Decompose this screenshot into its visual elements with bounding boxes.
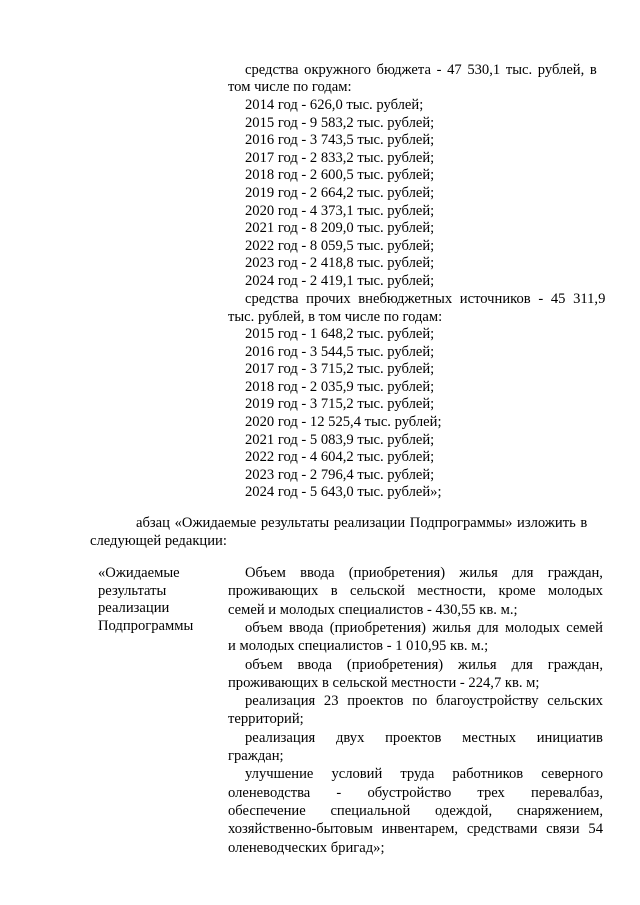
- word: молодых: [504, 619, 560, 636]
- okrug-year-line-2: 2015 год - 9 583,2 тыс. рублей;: [245, 114, 435, 131]
- right-cell-line-11: граждан;: [228, 748, 284, 764]
- left-cell-line-3: реализации: [98, 600, 170, 617]
- word: молодых: [547, 583, 603, 600]
- word: для: [512, 565, 534, 581]
- right-cell-line-2: [228, 582, 603, 600]
- word: местных: [462, 729, 516, 746]
- instruction-line1: абзац «Ожидаемые результаты реализации Подпрограммы» изложить в: [136, 515, 588, 531]
- word: сельских: [547, 693, 603, 710]
- word: обеспечение: [228, 802, 306, 819]
- okrug-heading-text: средства окружного бюджета - 47 530,1 тыс. рублей, в: [245, 62, 597, 78]
- right-cell-line-9: территорий;: [228, 711, 304, 728]
- word: работников: [452, 766, 524, 783]
- right-cell-line-10: [245, 729, 603, 747]
- left-cell-line-4: Подпрограммы: [98, 617, 194, 634]
- word: кроме: [498, 583, 536, 600]
- word: -: [336, 784, 342, 801]
- word: жилья: [459, 565, 498, 581]
- word: для: [477, 619, 499, 636]
- word: труда: [400, 766, 435, 783]
- word: объем: [245, 656, 283, 673]
- other-year-line-9: 2023 год - 2 796,4 тыс. рублей;: [245, 466, 435, 483]
- right-cell-line-13: [228, 784, 603, 802]
- okrug-year-line-5: 2018 год - 2 600,5 тыс. рублей;: [245, 167, 435, 184]
- other-year-line-10: 2024 год - 5 643,0 тыс. рублей»;: [245, 484, 442, 501]
- word: (приобретения): [348, 565, 446, 581]
- right-cell-line-14: [228, 802, 603, 820]
- right-cell-line-16: оленеводческих бригад»;: [228, 839, 385, 856]
- word: связи: [546, 821, 580, 838]
- right-cell-line-15: [228, 820, 603, 838]
- word: инициатив: [536, 729, 603, 746]
- right-cell-line-4: [245, 619, 603, 637]
- other-year-line-2: 2016 год - 3 544,5 тыс. рублей;: [245, 343, 435, 360]
- right-cell-line-3: семей и молодых специалистов - 430,55 кв. м.;: [228, 601, 518, 618]
- word: улучшение: [245, 766, 314, 783]
- word: семей: [566, 619, 603, 636]
- other-year-line-6: 2020 год - 12 525,4 тыс. рублей;: [245, 414, 442, 430]
- word: Объем: [245, 565, 286, 581]
- word: граждан,: [547, 565, 603, 581]
- right-cell-line-12: [245, 765, 603, 783]
- okrug-budget-heading-line2: том числе по годам:: [228, 79, 352, 95]
- okrug-year-line-3: 2016 год - 3 743,5 тыс. рублей;: [245, 132, 435, 149]
- word: объем: [245, 619, 283, 636]
- word: (приобретения): [329, 619, 427, 636]
- other-year-line-1: 2015 год - 1 648,2 тыс. рублей;: [245, 326, 435, 342]
- okrug-budget-heading-line1: [245, 61, 601, 79]
- word: проживающих: [228, 583, 319, 600]
- left-cell-line-1: «Ожидаемые: [98, 565, 180, 581]
- word: проектов: [347, 693, 404, 710]
- other-sources-heading-line2: тыс. рублей, в том числе по годам:: [228, 309, 443, 325]
- okrug-year-line-6: 2019 год - 2 664,2 тыс. рублей;: [245, 185, 435, 201]
- okrug-year-line-4: 2017 год - 2 833,2 тыс. рублей;: [245, 149, 435, 166]
- word: (приобретения): [346, 656, 444, 673]
- word: одеждой,: [435, 802, 493, 819]
- word: проектов: [385, 729, 442, 746]
- word: перевалбаз,: [531, 784, 603, 801]
- word: средствами: [466, 821, 538, 838]
- okrug-year-line-7: 2020 год - 4 373,1 тыс. рублей;: [245, 202, 435, 219]
- word: трех: [477, 784, 505, 801]
- word: жилья: [458, 656, 497, 673]
- word: инвентарем,: [381, 821, 459, 838]
- word: специальной: [330, 802, 411, 819]
- okrug-year-line-9: 2022 год - 8 059,5 тыс. рублей;: [245, 237, 435, 254]
- word: реализация: [245, 693, 316, 710]
- word: хозяйственно-бытовым: [228, 821, 373, 838]
- word: граждан,: [547, 656, 603, 673]
- word: сельской: [349, 583, 405, 600]
- okrug-year-line-11: 2024 год - 2 419,1 тыс. рублей;: [245, 273, 435, 289]
- okrug-year-line-10: 2023 год - 2 418,8 тыс. рублей;: [245, 255, 435, 272]
- word: благоустройству: [436, 693, 539, 710]
- other-year-line-5: 2019 год - 3 715,2 тыс. рублей;: [245, 396, 435, 413]
- word: оленеводства: [228, 784, 311, 801]
- word: обустройство: [367, 784, 452, 801]
- okrug-year-line-1: 2014 год - 626,0 тыс. рублей;: [245, 97, 424, 113]
- right-cell-line-6: [245, 656, 603, 674]
- left-cell-line-2: результаты: [98, 582, 167, 599]
- word: северного: [541, 766, 603, 783]
- word: 54: [588, 821, 603, 838]
- word: местности,: [417, 583, 487, 600]
- word: для: [511, 656, 533, 673]
- word: ввода: [300, 565, 335, 581]
- word: снаряжением,: [516, 802, 603, 819]
- word: ввода: [297, 656, 332, 673]
- other-year-line-7: 2021 год - 5 083,9 тыс. рублей;: [245, 431, 435, 448]
- other-year-line-8: 2022 год - 4 604,2 тыс. рублей;: [245, 449, 435, 466]
- word: ввода: [288, 619, 324, 636]
- okrug-year-line-8: 2021 год - 8 209,0 тыс. рублей;: [245, 220, 435, 237]
- word: условий: [331, 766, 383, 783]
- word: реализация: [245, 729, 316, 746]
- word: 23: [323, 693, 339, 710]
- right-cell-line-5: и молодых специалистов - 1 010,95 кв. м.;: [228, 638, 489, 655]
- word: в: [330, 583, 338, 600]
- instruction-line2: следующей редакции:: [90, 533, 227, 549]
- right-cell-line-7: проживающих в сельской местности - 224,7 кв. м;: [228, 674, 540, 691]
- word: жилья: [432, 619, 471, 636]
- word: двух: [335, 729, 365, 746]
- word: по: [412, 693, 428, 710]
- other-year-line-4: 2018 год - 2 035,9 тыс. рублей;: [245, 378, 435, 395]
- other-year-line-3: 2017 год - 3 715,2 тыс. рублей;: [245, 361, 435, 378]
- right-cell-line-1: [245, 564, 603, 582]
- right-cell-line-8: [245, 692, 603, 710]
- other-sources-heading-line1: средства прочих внебюджетных источников - 45 311,9: [245, 291, 606, 307]
